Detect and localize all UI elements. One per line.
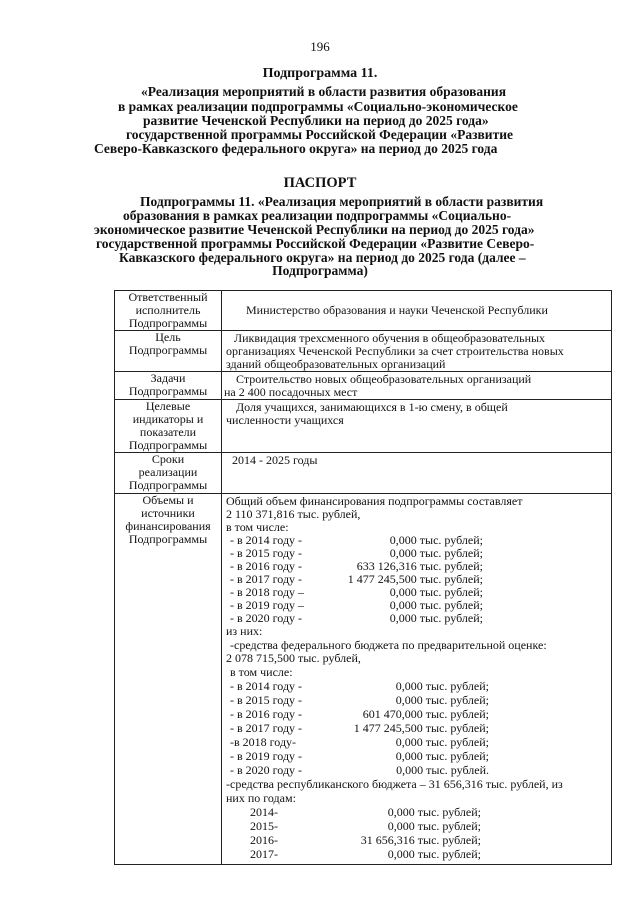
federal-amount: 0,000 тыс. рублей; [395,735,489,749]
total-amount: 0,000 тыс. рублей; [389,546,483,560]
total-year: - в 2015 году - [230,546,303,560]
table-row [115,400,612,453]
row-label-line: реализации [138,465,198,479]
subprogram-heading-line: развитие Чеченской Республики на период до 2025 года» [143,113,489,128]
federal-amount: 0,000 тыс. рублей. [396,763,489,777]
row-label-line: Задачи [150,371,186,385]
federal-line: 2 078 715,500 тыс. рублей, [226,651,361,665]
federal-amount: 0,000 тыс. рублей; [395,679,489,693]
federal-year: -в 2018 году- [230,735,297,749]
row-label-line: исполнитель [135,303,201,317]
row-value-cell [222,291,612,331]
row-label-line: Цель [155,330,181,344]
row-label-line: Подпрограммы [128,384,208,398]
republic-line: них по годам: [226,791,296,805]
table-row [115,453,612,494]
republic-amount: 0,000 тыс. рублей; [387,847,481,861]
row-label-cell [115,400,222,453]
row-value-cell [222,331,612,372]
federal-amount: 0,000 тыс. рублей; [395,749,489,763]
subprogram-heading-line: «Реализация мероприятий в области развития образования [141,84,507,99]
passport-heading-line: образования в рамках реализации подпрограммы «Социально- [123,208,512,223]
republic-year: 2017- [250,847,278,861]
financing-intro-line: Общий объем финансирования подпрограммы составляет [226,494,523,508]
row-value-line: Ликвидация трехсменного обучения в общеобразовательных [234,331,546,345]
federal-year: - в 2016 году - [230,707,303,721]
row-label-line: показатели [139,425,197,439]
row-label-line: Объемы и [142,493,194,507]
of-them-label: из них: [226,624,263,638]
row-label-line: Подпрограммы [128,478,208,492]
federal-year: - в 2014 году - [230,679,303,693]
row-value-line: зданий общеобразовательных организаций [226,357,446,371]
passport-heading-line: Подпрограммы 11. «Реализация мероприятий в области развития [140,194,544,209]
row-value-line: на 2 400 посадочных мест [224,385,358,399]
table-row [115,494,612,865]
row-value-cell [222,372,612,400]
row-label-cell [115,453,222,494]
subprogram-heading-line: Северо-Кавказского федерального округа» на период до 2025 года [94,141,498,156]
row-label-line: Подпрограммы [128,316,208,330]
row-label-line: Целевые [145,399,191,413]
republic-amount: 31 656,316 тыс. рублей; [360,833,481,847]
total-year: - в 2020 году - [230,611,303,625]
row-label-line: Подпрограммы [128,343,208,357]
row-label-line: источники [141,506,195,520]
federal-line: в том числе: [230,665,293,679]
subprogram-heading-line: в рамках реализации подпрограммы «Социально-экономическое [118,99,518,114]
row-value-cell [222,453,612,494]
row-label-line: Сроки [151,452,185,466]
federal-year: - в 2015 году - [230,693,303,707]
total-year: - в 2017 году - [230,572,303,586]
row-label-cell [115,331,222,372]
financing-intro-line: в том числе: [226,520,289,534]
page-number: 196 [310,39,330,54]
row-value-line: Строительство новых общеобразовательных организаций [236,372,532,386]
federal-amount: 0,000 тыс. рублей; [395,693,489,707]
row-value-line: организациях Чеченской Республики за счет строительства новых [226,344,564,358]
subprogram-heading-line: государственной программы Российской Федерации «Развитие [126,127,513,142]
financing-intro-line: 2 110 371,816 тыс. рублей, [226,507,361,521]
row-value-line: Министерство образования и науки Чеченской Республики [246,303,548,317]
table-row [115,331,612,372]
republic-amount: 0,000 тыс. рублей; [387,819,481,833]
row-label-line: финансирования [125,519,211,533]
row-label-line: индикаторы и [132,412,204,426]
republic-year: 2014- [250,805,278,819]
total-amount: 0,000 тыс. рублей; [389,598,483,612]
total-year: - в 2014 году - [230,533,303,547]
subprogram-title: Подпрограмма 11. [262,66,378,81]
total-year: - в 2016 году - [230,559,303,573]
federal-amount: 1 477 245,500 тыс. рублей; [353,721,489,735]
passport-heading-line: Подпрограмма) [272,263,368,278]
total-amount: 0,000 тыс. рублей; [389,611,483,625]
republic-line: -средства республиканского бюджета – 31 656,316 тыс. рублей, из [226,777,563,791]
total-amount: 0,000 тыс. рублей; [389,585,483,599]
total-year: - в 2018 году – [230,585,305,599]
row-label-cell [115,494,222,865]
table-row [115,372,612,400]
row-label-cell [115,372,222,400]
federal-line: -средства федерального бюджета по предварительной оценке: [230,638,547,652]
row-label-line: Подпрограммы [128,438,208,452]
row-value-line: Доля учащихся, занимающихся в 1-ю смену, в общей [236,400,508,414]
passport-heading-line: экономическое развитие Чеченской Республики на период до 2025 года» [94,222,535,237]
row-value-line: 2014 - 2025 годы [232,453,318,467]
total-amount: 0,000 тыс. рублей; [389,533,483,547]
row-label-line: Подпрограммы [128,532,208,546]
passport-title: ПАСПОРТ [283,175,357,191]
row-value-cell [222,400,612,453]
republic-year: 2016- [250,833,278,847]
row-label-cell [115,291,222,331]
federal-year: - в 2019 году - [230,749,303,763]
federal-year: - в 2017 году - [230,721,303,735]
passport-heading-line: государственной программы Российской Федерации «Развитие Северо- [96,236,535,251]
financing-cell [222,494,612,865]
passport-heading-line: Кавказского федерального округа» на период до 2025 года (далее – [119,250,526,265]
passport-table [114,290,612,865]
total-amount: 633 126,316 тыс. рублей; [356,559,483,573]
total-year: - в 2019 году – [230,598,305,612]
row-value-line: численности учащихся [226,413,344,427]
row-label-line: Ответственный [128,290,208,304]
federal-year: - в 2020 году - [230,763,303,777]
table-row [115,291,612,331]
republic-amount: 0,000 тыс. рублей; [387,805,481,819]
federal-amount: 601 470,000 тыс. рублей; [362,707,489,721]
total-amount: 1 477 245,500 тыс. рублей; [347,572,483,586]
republic-year: 2015- [250,819,278,833]
